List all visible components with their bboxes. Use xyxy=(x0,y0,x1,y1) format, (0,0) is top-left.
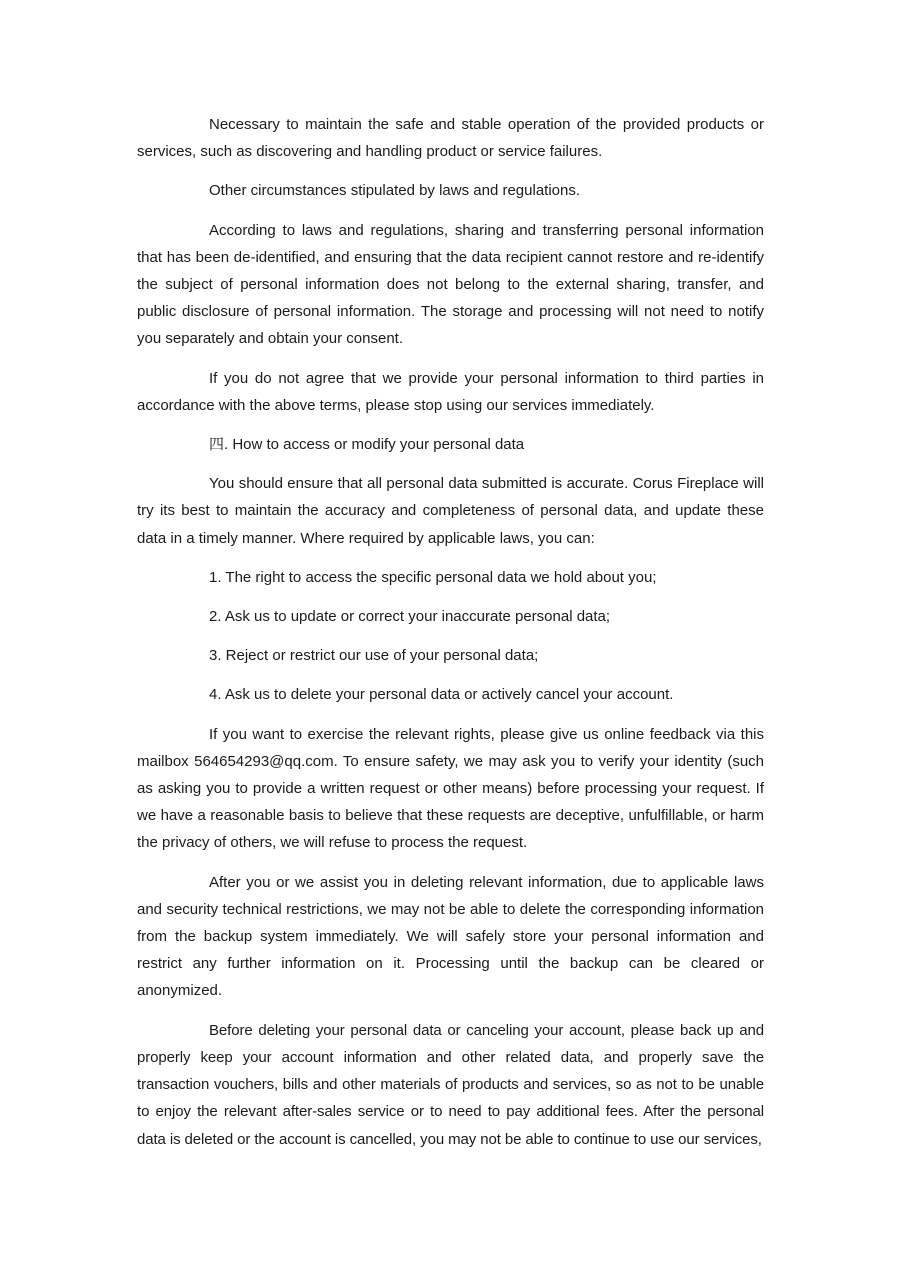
paragraph-before-deleting: Before deleting your personal data or canceling your account, please back up and properly keep your account information and other related data, and properly save the transaction vouchers, bills and other materials of products and services, so as not to be unable to enjoy the relevant after-sales service or to need to pay additional fees. After the personal data is deleted or the account is cancelled, you may not be able to continue to use our services, xyxy=(137,1021,764,1148)
paragraph-de-identified-sharing: According to laws and regulations, sharing and transferring personal information that has been de-identified, and ensuring that the data recipient cannot restore and re-identify the subject of personal information does not belong to the external sharing, transfer, and public disclosure of personal information. The storage and processing will not need to notify you separately and obtain your consent. xyxy=(137,221,764,348)
section-heading-access-modify: 四. How to access or modify your personal data xyxy=(209,436,525,454)
list-item-reject-restrict: 3. Reject or restrict our use of your personal data; xyxy=(209,647,539,665)
paragraph-exercise-rights: If you want to exercise the relevant rights, please give us online feedback via this mailbox 564654293@qq.com. To ensure safety, we may ask you to verify your identity (such as asking you to provide a written request or other means) before processing your request. If we have a reasonable basis to believe that these requests are deceptive, unfulfillable, or harm the privacy of others, we will refuse to process the request. xyxy=(137,725,764,852)
paragraph-safe-operation: Necessary to maintain the safe and stable operation of the provided products or services, such as discovering and handling product or service failures. xyxy=(137,116,764,161)
list-item-delete-cancel: 4. Ask us to delete your personal data or actively cancel your account. xyxy=(209,686,674,704)
list-item-update-correct: 2. Ask us to update or correct your inaccurate personal data; xyxy=(209,608,611,626)
paragraph-backup-deletion: After you or we assist you in deleting relevant information, due to applicable laws and security technical restrictions, we may not be able to delete the corresponding information from the backup system immediately. We will safely store your personal information and restrict any further information on it. Processing until the backup can be cleared or anonymized. xyxy=(137,873,764,1000)
paragraph-other-circumstances: Other circumstances stipulated by laws and regulations. xyxy=(209,182,581,200)
list-item-right-to-access: 1. The right to access the specific personal data we hold about you; xyxy=(209,568,657,586)
paragraph-ensure-accuracy: You should ensure that all personal data submitted is accurate. Corus Fireplace will try its best to maintain the accuracy and completeness of personal data, and update these data in a timely manner. Where required by applicable laws, you can: xyxy=(137,475,764,547)
paragraph-stop-using-services: If you do not agree that we provide your personal information to third parties in accordance with the above terms, please stop using our services immediately. xyxy=(137,369,764,414)
